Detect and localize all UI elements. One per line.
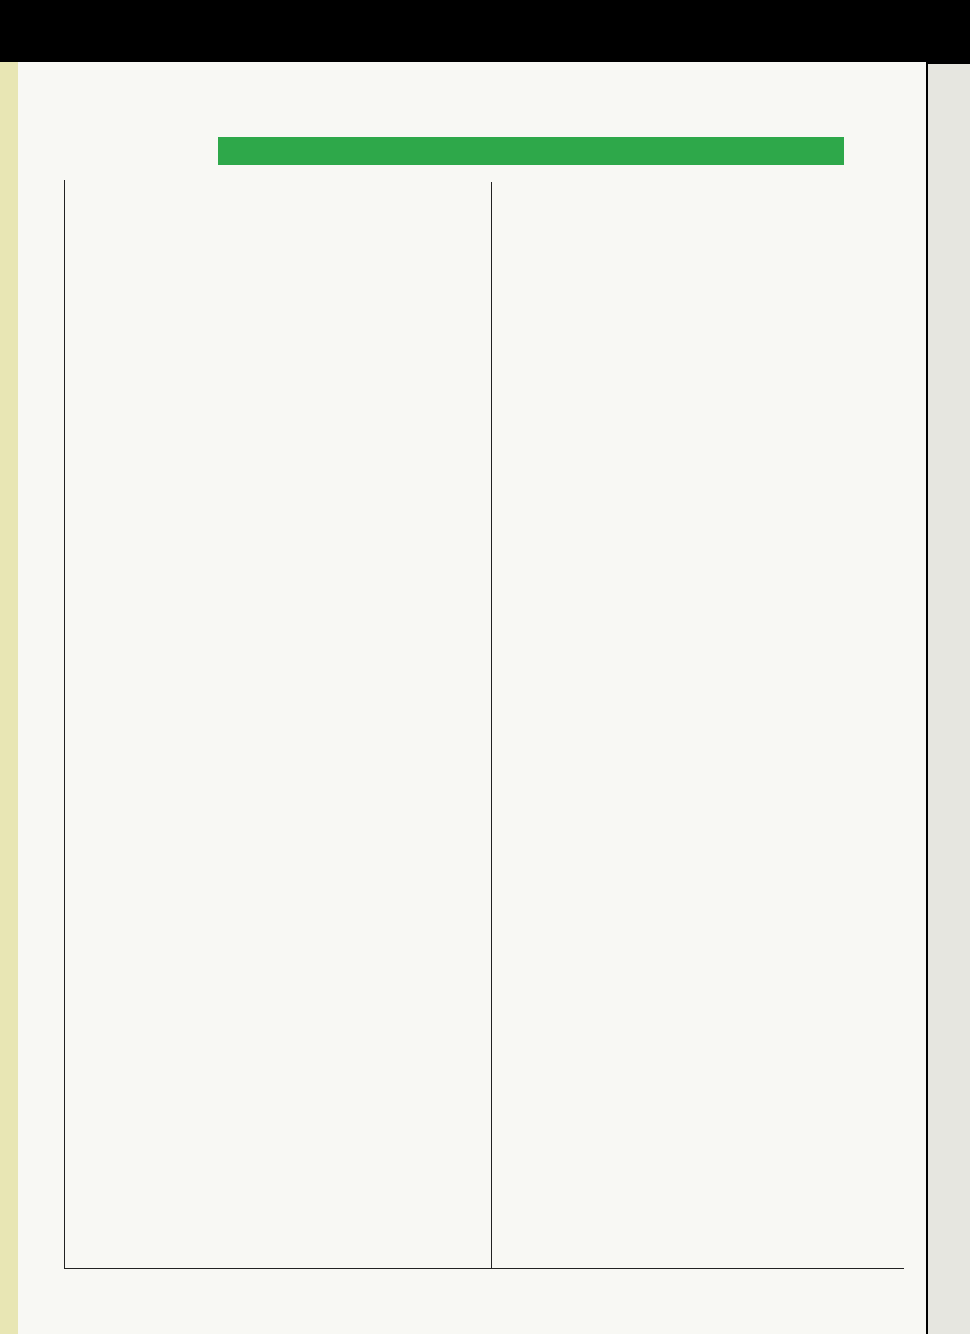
adjacent-page-edge [928, 64, 970, 1334]
column-divider [491, 182, 492, 1268]
page-spine [0, 62, 18, 1334]
frame-bottom-line [64, 1268, 904, 1269]
header-green-bar [218, 137, 844, 165]
magazine-page [6, 62, 926, 1334]
frame-left-line [64, 180, 65, 1268]
